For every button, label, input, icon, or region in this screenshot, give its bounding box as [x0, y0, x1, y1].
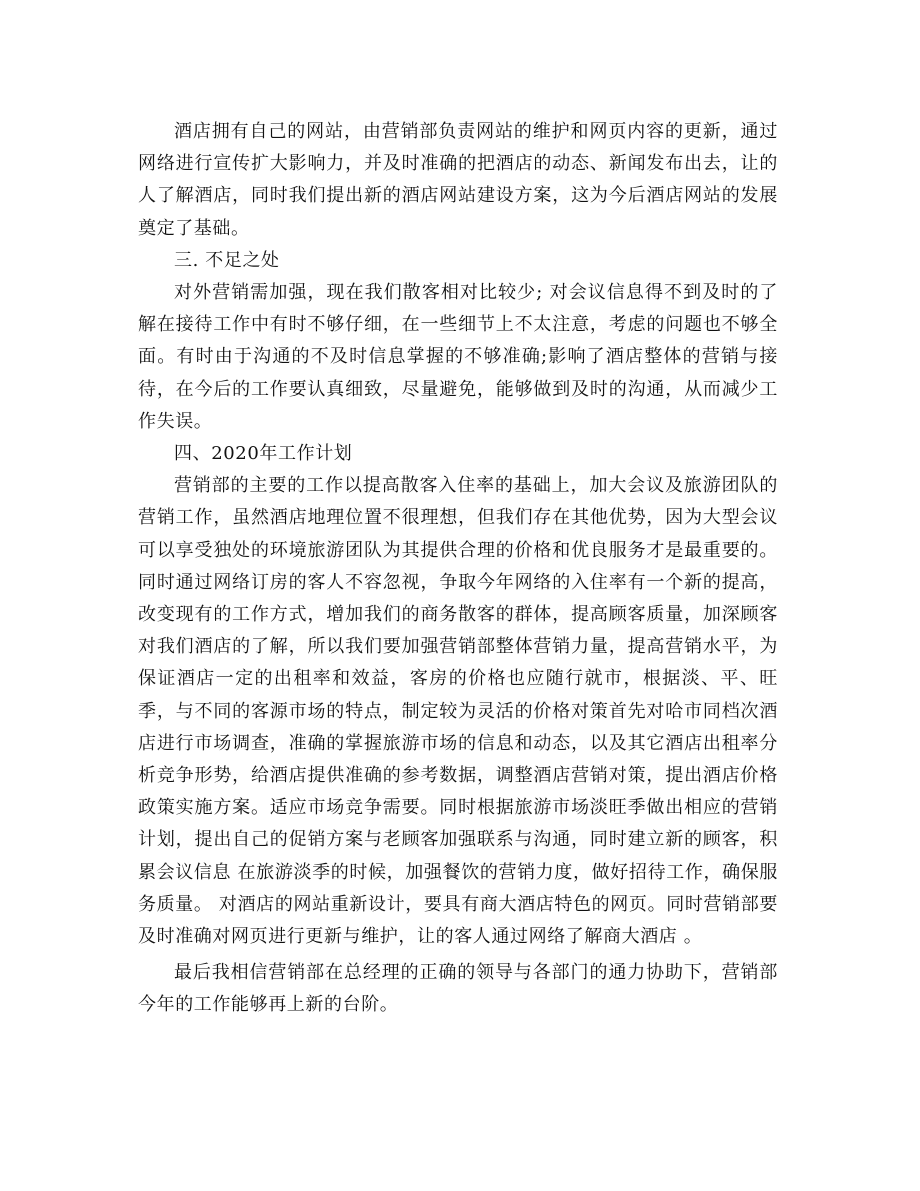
paragraph-conclusion: 最后我相信营销部在总经理的正确的领导与各部门的通力协助下，营销部今年的工作能够再上新的台阶。 — [138, 962, 778, 1016]
paragraph-shortcomings: 对外营销需加强，现在我们散客相对比较少; 对会议信息得不到及时的了解在接待工作中有时不够仔细，在一些细节上不太注意，考虑的问题也不够全面。有时由于沟通的不及时信息掌握的不够准确;影响了酒店整体的营销与接待，在今后的工作要认真细致，尽量避免，能够做到及时的沟通，从而减少工作失误。 — [138, 282, 778, 432]
paragraph-website: 酒店拥有自己的网站，由营销部负责网站的维护和网页内容的更新，通过网络进行宣传扩大影响力，并及时准确的把酒店的动态、新闻发布出去，让的人了解酒店，同时我们提出新的酒店网站建设方案，这为今后酒店网站的发展奠定了基础。 — [138, 121, 778, 239]
document-body — [138, 116, 778, 1022]
section-heading-shortcomings: 三. 不足之处 — [174, 249, 280, 271]
paragraph-work-plan: 营销部的主要的工作以提高散客入住率的基础上，加大会议及旅游团队的营销工作，虽然酒店地理位置不很理想，但我们存在其他优势，因为大型会议可以享受独处的环境旅游团队为其提供合理的价格和优良服务才是最重要的。同时通过网络订房的客人不容忽视，争取今年网络的入住率有一个新的提高， 改变现有的工作方式，增加我们的商务散客的群体，提高顾客质量，加深顾客对我们酒店的了解，所以我们要加强营销部整体营销力量，提高营销水平，为保证酒店一定的出租率和效益，客房的价格也应随行就市，根据淡、平、旺季，与不同的客源市场的特点，制定较为灵活的价格对策首先对哈市同档次酒店进行市场调查，准确的掌握旅游市场的信息和动态，以及其它酒店出租率分析竞争形势，给酒店提供准确的参考数据，调整酒店营销对策，提出酒店价格政策实施方案。适应市场竞争需要。同时根据旅游市场淡旺季做出相应的营销计划，提出自己的促销方案与老顾客加强联系与沟通，同时建立新的顾客，积累会议信息 在旅游淡季的时候，加强餐饮的营销力度，做好招待工作，确保服务质量。 对酒店的网站重新设计，要具有商大酒店特色的网页。同时营销部要及时准确对网页进行更新与维护，让的客人通过网络了解商大酒店 。 — [138, 475, 778, 948]
section-heading-work-plan: 四、2020年工作计划 — [174, 443, 353, 465]
